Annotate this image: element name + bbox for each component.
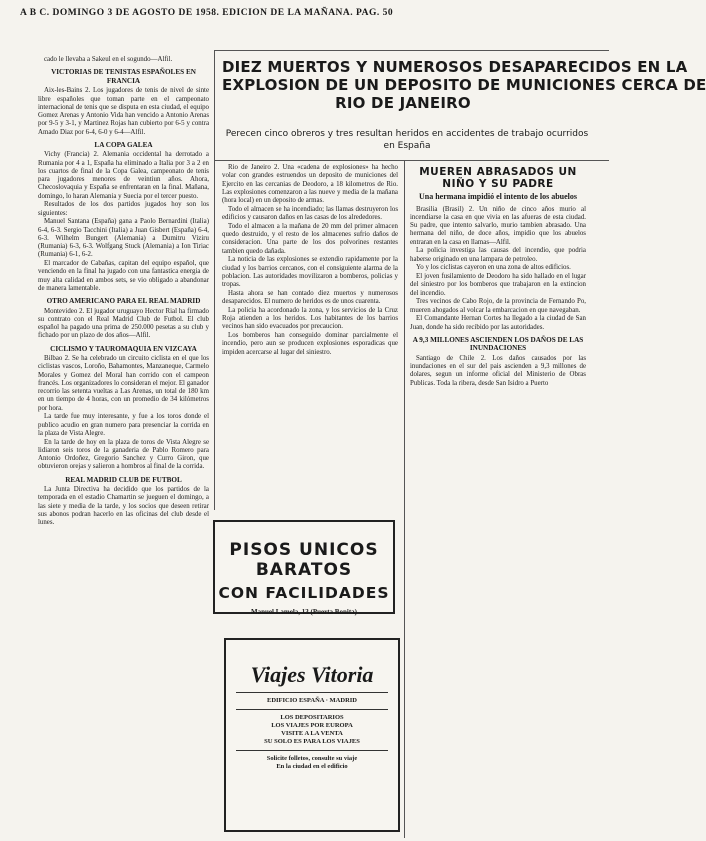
ad-brand: Viajes Vitoria (250, 662, 374, 687)
article-text: La policia ha acordonado la zona, y los servicios de la Cruz Roja atienden a los heridos. Los habitantes de los barrios vecinos han sido evacuados por precaucion. (222, 306, 398, 331)
article-text: Tres vecinos de Cabo Rojo, de la provincia de Fernando Po, mueren ahogados al volcar la embarcacion en que navegaban. (410, 298, 586, 314)
housing-advertisement (213, 520, 395, 614)
ad-rule (236, 709, 388, 710)
headline-rule (214, 50, 609, 51)
article-subheadline: Una hermana impidió el intento de los abuelos (418, 192, 577, 201)
lead-text: cado le llevaba a Sakeul en el sogundo—Alfil. (44, 56, 173, 63)
ad-line: BARATOS (255, 560, 353, 580)
article-heading: A 9,3 MILLONES ASCIENDEN LOS DAÑOS DE LAS INUNDACIONES (412, 335, 584, 353)
ad-line: Solicite folletos, consulte su viaje (266, 755, 358, 762)
page-header: A B C. DOMINGO 3 DE AGOSTO DE 1958. EDICION DE LA MAÑANA. PAG. 50 (20, 8, 394, 18)
main-headline (222, 58, 706, 112)
article-text: En la tarde de hoy en la plaza de toros de Vista Alegre se lidiaron seis toros de la ganaderia de Pablo Romero para Antonio Ordoñez, Gregorio Sanchez y Curro Giron, que obtuvieron orejas y salieron a hombros al final de la corrida. (38, 438, 209, 471)
article-heading: REAL MADRID CLUB DE FUTBOL (65, 475, 182, 484)
ad-line: PISOS UNICOS (229, 540, 379, 560)
article-heading: OTRO AMERICANO PARA EL REAL MADRID (46, 297, 201, 305)
middle-column (222, 164, 398, 514)
ad-line: LOS DEPOSITARIOS (280, 714, 344, 721)
article-text: Santiago de Chile 2. Los daños causados por las inundaciones en el sur del pais ascienden a 9,3 millones de dolares, segun un informe oficial del Ministerio de Obras Publicas. Toda la ribera, desde San Isidro a Puerto (410, 354, 586, 387)
article-text: La tarde fue muy interesante, y fue a los toros donde el publico acudio en gran numero para presenciar la corrida en la plaza de Vista Alegre. (38, 413, 209, 437)
headline-line-3: RIO DE JANEIRO (335, 94, 471, 112)
travel-advertisement (224, 638, 400, 832)
article-heading: CICLISMO Y TAUROMAQUIA EN VIZCAYA (50, 344, 197, 353)
article-text: Todo el almacen se ha incendiado; las llamas destruyeron los edificios y causaron daños en las casas de los alrededores. (222, 205, 398, 221)
article-text: Aix-les-Bains 2. Los jugadores de tenis de nivel de sinte libre españoles que toman parte en el campeonato internacional de tenis que se disputa en esta ciudad, el equipo Gomez Arenas y Antonio Vida han vencido a Antonio Arenas por 9-5 y 3-1, y Martinez Rojas han cubierto por 6-5 y contra Amado Diaz por 6-4, 6-0 y 6-4—Alfil. (38, 87, 209, 136)
article-text: Resultados de los dos partidos jugados hoy son los siguientes: (38, 201, 209, 217)
article-heading: LA COPA GALEA (94, 140, 153, 149)
article-text: Brasilia (Brasil) 2. Un niño de cinco años murio al incendiarse la casa en que vivia en las afueras de esta ciudad. Su padre, que intento salvarlo, murio tambien abrasado. Una hermana del niño, de doce años, impidio que los abuelos entraran en la casa en llamas—Alfil. (410, 205, 586, 246)
right-column (410, 166, 586, 836)
article-text: Vichy (Francia) 2. Alemania occidental ha derrotado a Rumania por 4 a 1, España ha eliminado a Italia por 3 a 2 en los cuartos de final de la Copa Galea, campeonato de tenis para jugadores menores de veintiun años. Ahora, Checoslovaquia y España se enfrentaran en la final. Mañana, domingo, lo haran Alemania y Suecia por el tercer puesto. (38, 151, 209, 200)
ad-address: Manuel Lamela, 13 (Puerta Bonita) (251, 608, 357, 616)
article-text: Los bomberos han conseguido dominar parcialmente el incendio, pero aun se producen explosiones esporadicas que impiden acercarse al lugar del siniestro. (222, 332, 398, 356)
article-text: Montevideo 2. El jugador uruguayo Hector Rial ha firmado su contrato con el Real Madrid Club de Futbol. El club español ha pagado una prima de 250.000 pesetas a su club y fichado por un plazo de dos años—Alfil. (38, 307, 209, 340)
ad-rule (236, 750, 388, 751)
article-text: Bilbao 2. Se ha celebrado un circuito ciclista en el que los ciclistas vascos, Loroño, Bahamontes, Manzaneque, Carmelo Morales y Gomez del Moral han corrido con el campeon francés. Los organizadores lo consideran el mejor. El ganador recorrio las setenta vueltas a Las Arenas, un total de 180 km en un tiempo de 4 horas, con un promedio de 34 kilómetros por hora. (38, 355, 209, 412)
article-text: Hasta ahora se han contado diez muertos y numerosos desaparecidos. El numero de heridos es de unos cuarenta. (222, 289, 398, 305)
article-text: La Junta Directiva ha decidido que los partidos de la temporada en el estadio Chamartin se jueguen el domingo, a las siete y media de la tarde, y los socios que deseen retirar sus abonos podran hacerlo en las oficinas del club desde el lunes. (38, 486, 209, 526)
ad-rule (236, 692, 388, 693)
column-rule (404, 160, 405, 838)
article-text: La policia investiga las causas del incendio, que podria haberse originado en una lampara de petroleo. (410, 247, 586, 263)
article-text: Rio de Janeiro 2. Una «cadena de explosiones» ha hecho volar con grandes estruendos un deposito de municiones del Ejercito en las cercanias de Deodoro, a 18 kilometros de Rio. Las explosiones comenzaron a las nueve y media de la mañana (hora local) en un deposito de armas. (222, 164, 398, 204)
left-column (38, 56, 209, 838)
headline-rule (214, 160, 609, 161)
article-text: Yo y los ciclistas cayeron en una zona de altos edificios. (416, 264, 571, 272)
article-text: Manuel Santana (España) gana a Paolo Bernardini (Italia) 6-4, 6-3. Sergio Tacchini (Italia) a Juan Gisbert (España) 6-4, 6-3. Wilhelm Bungert (Alemania) a Dumitru Viziru (Rumania) 6-3, 6-3. Wolfgang Stuck (Alemania) a Ion Tiriac (Rumania) 6-1, 6-2. (38, 218, 209, 259)
main-subheadline: Perecen cinco obreros y tres resultan heridos en accidentes de trabajo ocurridos en España (225, 129, 589, 151)
article-heading: VICTORIAS DE TENISTAS ESPAÑOLES EN FRANCIA (51, 68, 196, 85)
ad-line: EDIFICIO ESPAÑA · MADRID (267, 697, 357, 704)
article-text: El joven fusilamiento de Deodoro ha sido hallado en el lugar del siniestro por los bomberos que trabajaron en la extincion del incendio. (410, 273, 586, 297)
ad-line: En la ciudad en el edificio (276, 763, 348, 770)
ad-line: LOS VIAJES POR EUROPA (271, 722, 353, 729)
column-rule (214, 50, 215, 510)
article-text: El Comandante Hernan Cortes ha llegado a la ciudad de San Juan, donde ha sido recibido por las autoridades. (410, 315, 586, 331)
headline-line-2: EXPLOSION DE UN DEPOSITO DE MUNICIONES CERCA DE (222, 76, 706, 94)
article-text: Todo el almacen a la mañana de 20 mm del primer almacen quedo destruido, y el resto de los almacenes sufrio daños de consideracion. Una parte de los dos polvorines restantes tambien quedo dañada. (222, 222, 398, 255)
article-text: La noticia de las explosiones se extendio rapidamente por la ciudad y los barrios cercanos, con el consiguiente alarma de la poblacion. Las autoridades movilizaron a bomberos, policias y tropas. (222, 256, 398, 288)
article-headline: MUEREN ABRASADOS UN NIÑO Y SU PADRE (419, 166, 577, 190)
article-text: El marcador de Cabañas, capitan del equipo español, que venciendo en la final ha jugado con una fantastica energia de muy alta calidad en ambos sets, se vio obligado a abandonar de manera lamentable. (38, 260, 209, 292)
ad-line: VISITE A LA VENTA (281, 730, 343, 737)
ad-line: CON FACILIDADES (218, 584, 390, 602)
headline-line-1: DIEZ MUERTOS Y NUMEROSOS DESAPARECIDOS EN LA (222, 58, 688, 76)
ad-line: SU SOLO ES PARA LOS VIAJES (264, 738, 360, 745)
